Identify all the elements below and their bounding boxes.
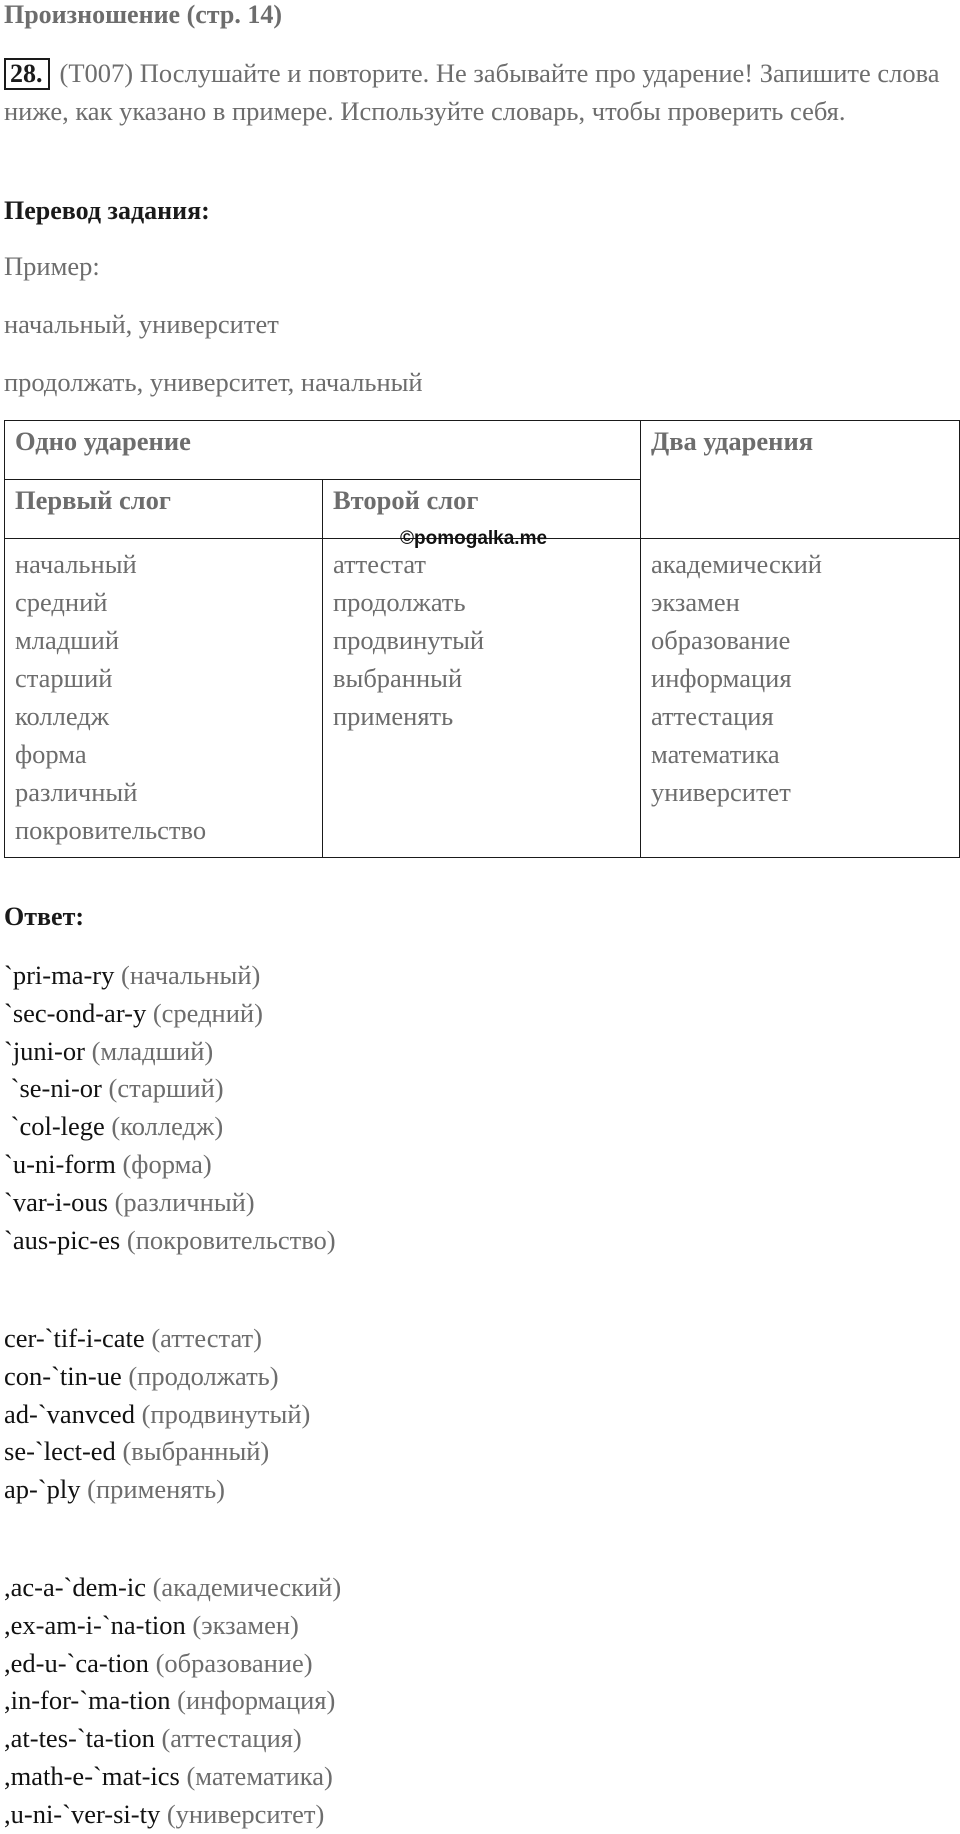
page-title: Произношение (стр. 14) bbox=[4, 0, 282, 29]
task-number: 28. bbox=[4, 58, 50, 90]
header-second-syllable: Второй слог bbox=[323, 480, 641, 539]
table-word: старший bbox=[15, 663, 113, 693]
table-word: применять bbox=[333, 701, 454, 731]
answer-transcription: `se-ni-or bbox=[4, 1073, 102, 1104]
table-word: покровительство bbox=[15, 815, 207, 845]
answer-translation: (аттестация) bbox=[154, 1723, 302, 1754]
table-word: начальный bbox=[15, 549, 137, 579]
answer-transcription: ad-`vanvced bbox=[4, 1398, 135, 1429]
answer-translation: (старший) bbox=[101, 1073, 224, 1104]
header-one-stress: Одно ударение bbox=[5, 421, 641, 480]
answer-line bbox=[4, 1358, 310, 1396]
answer-transcription: ,ed-u-`ca-tion bbox=[4, 1647, 149, 1678]
answer-translation: (математика) bbox=[179, 1760, 333, 1791]
table-word: математика bbox=[651, 739, 780, 769]
answer-transcription: cer-`tif-i-cate bbox=[4, 1323, 145, 1353]
answer-transcription: ,u-ni-`ver-si-ty bbox=[4, 1798, 161, 1829]
answer-translation: (аттестат) bbox=[144, 1323, 262, 1353]
answer-transcription: `col-lege bbox=[4, 1111, 105, 1142]
example-line-2: продолжать, университет, начальный bbox=[4, 367, 423, 397]
answer-translation: (образование) bbox=[148, 1647, 313, 1678]
answer-translation: (колледж) bbox=[104, 1111, 224, 1142]
answer-group-first-syllable bbox=[4, 957, 336, 1259]
answer-line bbox=[4, 1607, 341, 1645]
watermark: ©pomogalka.me bbox=[400, 528, 548, 549]
table-word: форма bbox=[15, 739, 87, 769]
answer-line bbox=[4, 1758, 341, 1796]
answer-line bbox=[4, 1720, 341, 1758]
table-body-row bbox=[5, 539, 960, 858]
answer-line bbox=[4, 1471, 310, 1509]
answer-line bbox=[4, 957, 336, 995]
answer-translation: (экзамен) bbox=[185, 1609, 299, 1640]
answer-line bbox=[4, 1682, 341, 1720]
answer-translation: (различный) bbox=[107, 1186, 255, 1217]
table-header-row bbox=[5, 421, 960, 480]
answer-line bbox=[4, 1433, 310, 1471]
answer-transcription: `var-i-ous bbox=[4, 1186, 108, 1217]
answer-line bbox=[4, 1146, 336, 1184]
answer-heading: Ответ: bbox=[4, 902, 85, 931]
first-syllable-words bbox=[5, 539, 323, 858]
answer-transcription: `sec-ond-ar-y bbox=[4, 997, 147, 1028]
two-stress-words bbox=[641, 539, 960, 858]
table-word: выбранный bbox=[333, 663, 463, 693]
table-word: экзамен bbox=[651, 587, 740, 617]
header-first-syllable: Первый слог bbox=[5, 480, 323, 539]
answer-line bbox=[4, 1070, 336, 1108]
answer-line bbox=[4, 995, 336, 1033]
answer-translation: (форма) bbox=[115, 1148, 212, 1179]
header-two-stress: Два ударения bbox=[641, 421, 960, 539]
answer-line bbox=[4, 1320, 310, 1358]
example-label: Пример: bbox=[4, 251, 100, 281]
answer-line bbox=[4, 1396, 310, 1434]
answer-line bbox=[4, 1222, 336, 1260]
table-word: образование bbox=[651, 625, 791, 655]
table-word: аттестация bbox=[651, 701, 774, 731]
answer-group-second-syllable bbox=[4, 1320, 310, 1509]
answer-transcription: se-`lect-ed bbox=[4, 1436, 116, 1467]
task-text: (T007) Послушайте и повторите. Не забывайте про ударение! Запишите слова ниже, как указано в примере. Используйте словарь, чтобы проверить себя. bbox=[4, 58, 940, 126]
answer-transcription: ,ac-a-`dem-ic bbox=[4, 1572, 146, 1602]
answer-line bbox=[4, 1645, 341, 1683]
task-paragraph bbox=[4, 54, 954, 130]
answer-line bbox=[4, 1184, 336, 1222]
answer-translation: (применять) bbox=[80, 1474, 225, 1505]
answer-translation: (начальный) bbox=[114, 960, 261, 990]
answer-translation: (средний) bbox=[146, 997, 263, 1028]
answer-translation: (выбранный) bbox=[115, 1436, 270, 1467]
table-word: академический bbox=[651, 549, 822, 579]
answer-transcription: ,in-for-`ma-tion bbox=[4, 1685, 171, 1716]
table-word: колледж bbox=[15, 701, 110, 731]
table-word: продолжать bbox=[333, 587, 466, 617]
answer-translation: (информация) bbox=[170, 1685, 336, 1716]
answer-translation: (продолжать) bbox=[121, 1360, 279, 1391]
second-syllable-words bbox=[323, 539, 641, 858]
answer-line bbox=[4, 1033, 336, 1071]
answer-transcription: ,ex-am-i-`na-tion bbox=[4, 1609, 186, 1640]
answer-translation: (продвинутый) bbox=[134, 1398, 311, 1429]
table-word: информация bbox=[651, 663, 792, 693]
table-word: продвинутый bbox=[333, 625, 485, 655]
answer-translation: (университет) bbox=[160, 1798, 325, 1829]
answer-line bbox=[4, 1108, 336, 1146]
table-word: различный bbox=[15, 777, 138, 807]
answer-transcription: ,math-e-`mat-ics bbox=[4, 1760, 180, 1791]
answer-line bbox=[4, 1569, 341, 1607]
translation-heading: Перевод задания: bbox=[4, 196, 210, 225]
table-word: младший bbox=[15, 625, 120, 655]
answer-transcription: `pri-ma-ry bbox=[4, 960, 115, 990]
table-word: университет bbox=[651, 777, 791, 807]
answer-transcription: ap-`ply bbox=[4, 1474, 81, 1505]
answer-transcription: con-`tin-ue bbox=[4, 1360, 122, 1391]
answer-translation: (покровительство) bbox=[120, 1224, 336, 1255]
answer-group-two-stress bbox=[4, 1569, 341, 1834]
answer-translation: (академический) bbox=[145, 1572, 342, 1602]
table-word: средний bbox=[15, 587, 108, 617]
stress-table bbox=[4, 420, 960, 858]
answer-transcription: ,at-tes-`ta-tion bbox=[4, 1723, 155, 1754]
answer-transcription: `u-ni-form bbox=[4, 1148, 116, 1179]
answer-translation: (младший) bbox=[84, 1035, 214, 1066]
example-line-1: начальный, университет bbox=[4, 309, 279, 339]
answer-transcription: `juni-or bbox=[4, 1035, 85, 1066]
table-word: аттестат bbox=[333, 549, 426, 579]
answer-transcription: `aus-pic-es bbox=[4, 1224, 121, 1255]
